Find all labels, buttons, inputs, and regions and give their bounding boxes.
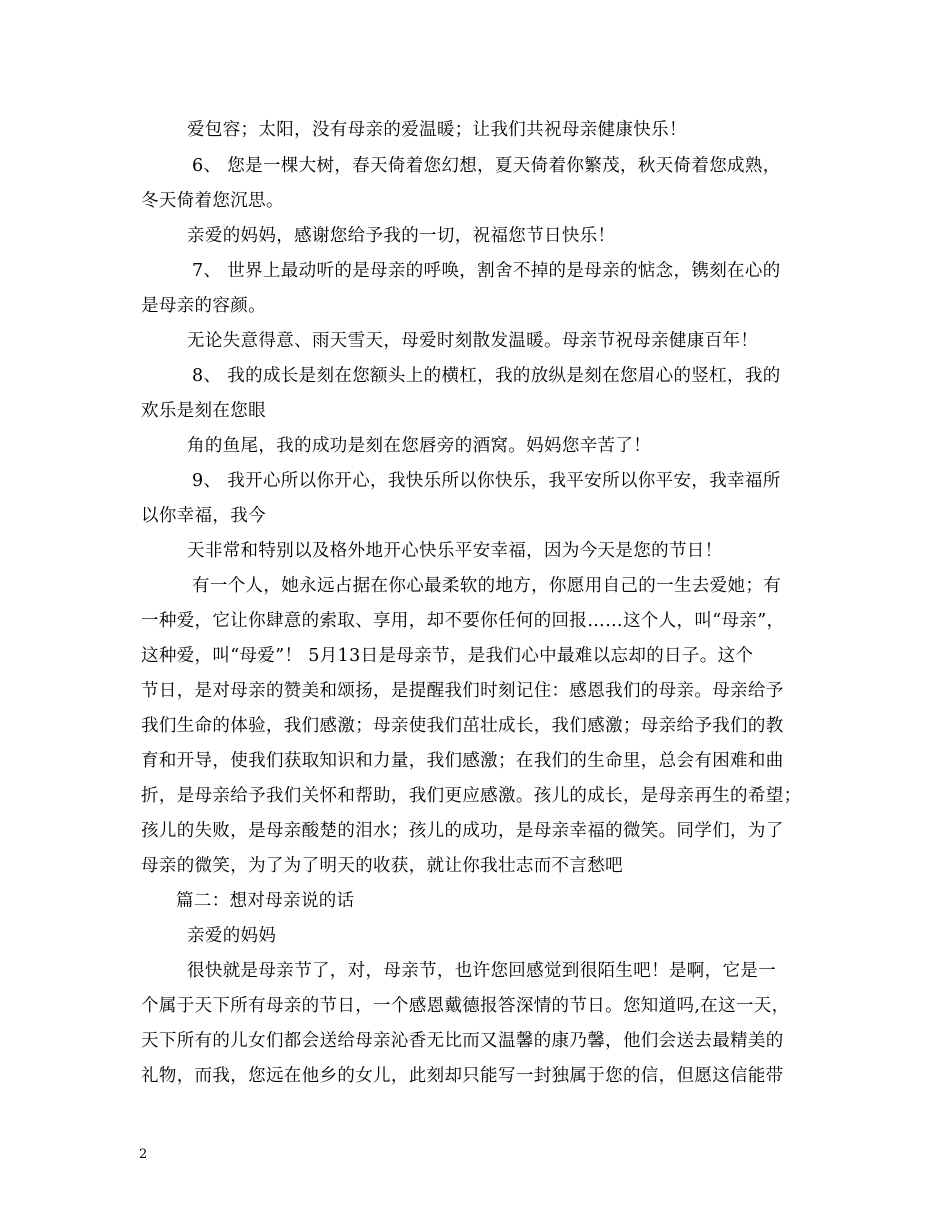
page-number: 2 (139, 1147, 148, 1162)
text-line: 冬天倚着您沉思。 (141, 191, 284, 211)
text-line: 8、 我的成长是刻在您额头上的横杠，我的放纵是刻在您眉心的竖杠，我的 (192, 366, 781, 386)
text-line: 爱包容；太阳，没有母亲的爱温暖；让我们共祝母亲健康快乐！ (187, 120, 687, 140)
text-line: 无论失意得意、雨天雪天，母爱时刻散发温暖。母亲节祝母亲健康百年！ (187, 331, 759, 351)
text-line: 孩儿的失败，是母亲酸楚的泪水；孩儿的成功，是母亲幸福的微笑。同学们，为了 (141, 821, 784, 841)
text-line: 节日，是对母亲的赞美和颂扬，是提醒我们时刻记住：感恩我们的母亲。母亲给予 (141, 681, 784, 701)
text-line: 很快就是母亲节了，对，母亲节，也许您回感觉到很陌生吧！是啊，它是一 (187, 961, 777, 981)
text-line: 一种爱，它让你肆意的索取、享用，却不要你任何的回报……这个人，叫“母亲”， (141, 611, 785, 631)
text-line: 我们生命的体验，我们感激；母亲使我们茁壮成长，我们感激；母亲给予我们的教 (141, 716, 784, 736)
text-line: 是母亲的容颜。 (141, 296, 266, 316)
text-line: 亲爱的妈妈，感谢您给予我的一切，祝福您节日快乐！ (187, 226, 616, 246)
text-line: 7、 世界上最动听的是母亲的呼唤，割舍不掉的是母亲的惦念，镌刻在心的 (192, 261, 781, 281)
text-line: 6、 您是一棵大树，春天倚着您幻想，夏天倚着你繁茂，秋天倚着您成熟， (192, 156, 781, 176)
section-heading: 篇二：想对母亲说的话 (176, 891, 355, 911)
text-line: 育和开导，使我们获取知识和力量，我们感激；在我们的生命里，总会有困难和曲 (141, 751, 784, 771)
text-line: 礼物，而我，您远在他乡的女儿，此刻却只能写一封独属于您的信，但愿这信能带 (141, 1066, 784, 1086)
text-line: 折，是母亲给予我们关怀和帮助，我们更应感激。孩儿的成长，是母亲再生的希望； (141, 786, 802, 806)
letter-salutation: 亲爱的妈妈 (187, 926, 277, 946)
text-line: 欢乐是刻在您眼 (141, 401, 266, 421)
text-line: 这种爱，叫“母爱”！ 5月13日是母亲节，是我们心中最难以忘却的日子。这个 (141, 646, 754, 666)
text-line: 个属于天下所有母亲的节日，一个感恩戴德报答深情的节日。您知道吗,在这一天， (141, 996, 790, 1016)
text-line: 角的鱼尾，我的成功是刻在您唇旁的酒窝。妈妈您辛苦了！ (187, 436, 652, 456)
text-line: 天下所有的儿女们都会送给母亲沁香无比而又温馨的康乃馨，他们会送去最精美的 (141, 1031, 784, 1051)
text-line: 母亲的微笑，为了为了明天的收获，就让你我壮志而不言愁吧 (141, 856, 623, 876)
text-line: 9、 我开心所以你开心，我快乐所以你快乐，我平安所以你平安，我幸福所 (192, 471, 781, 491)
text-line: 天非常和特别以及格外地开心快乐平安幸福，因为今天是您的节日！ (187, 541, 723, 561)
text-line: 以你幸福，我今 (141, 506, 266, 526)
text-line: 有一个人，她永远占据在你心最柔软的地方，你愿用自己的一生去爱她；有 (192, 576, 782, 596)
